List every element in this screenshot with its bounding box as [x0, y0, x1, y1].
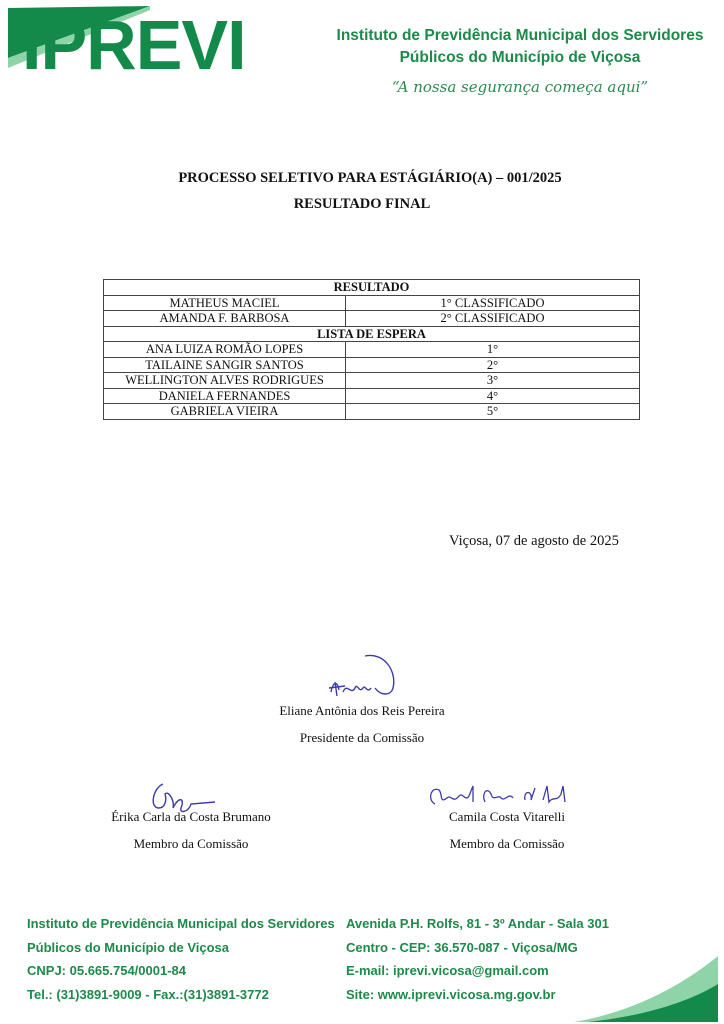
footer-institution-line1: Instituto de Previdência Municipal dos Servidores — [27, 916, 335, 931]
institution-name-line2: Públicos do Município de Viçosa — [399, 49, 641, 66]
date-location: Viçosa, 07 de agosto de 2025 — [449, 533, 619, 549]
candidate-name: ANA LUIZA ROMÃO LOPES — [104, 342, 346, 358]
table-row — [104, 388, 640, 404]
results-table — [103, 279, 640, 420]
section-heading-row — [104, 326, 640, 342]
table-row — [104, 357, 640, 373]
president-signature-block — [262, 703, 462, 746]
candidate-position: 3° — [346, 373, 640, 389]
member2-signature-block — [414, 809, 600, 852]
section-heading-row — [104, 280, 640, 296]
footer-email[interactable]: E-mail: iprevi.vicosa@gmail.com — [346, 963, 549, 978]
table-row — [104, 295, 640, 311]
president-name: Eliane Antônia dos Reis Pereira — [279, 703, 445, 718]
table-row — [104, 373, 640, 389]
table-row — [104, 342, 640, 358]
document-subtitle: RESULTADO FINAL — [293, 196, 431, 212]
candidate-name: GABRIELA VIEIRA — [104, 404, 346, 420]
footer-contact-info — [346, 912, 609, 1006]
table-row — [104, 311, 640, 327]
member2-role: Membro da Comissão — [449, 836, 565, 851]
footer-address: Avenida P.H. Rolfs, 81 - 3º Andar - Sala 301 — [346, 916, 609, 931]
footer-cnpj: CNPJ: 05.665.754/0001-84 — [27, 963, 187, 978]
candidate-position: 4° — [346, 388, 640, 404]
president-role: Presidente da Comissão — [299, 730, 425, 745]
iprevi-logo: IPREVI — [22, 6, 246, 84]
candidate-position: 2° CLASSIFICADO — [346, 311, 640, 327]
candidate-name: MATHEUS MACIEL — [104, 295, 346, 311]
member1-signature-block — [96, 809, 286, 852]
table-row — [104, 404, 640, 420]
footer-website[interactable]: Site: www.iprevi.vicosa.mg.gov.br — [346, 986, 556, 1002]
footer-cep: Centro - CEP: 36.570-087 - Viçosa/MG — [346, 939, 578, 955]
footer-institution-line2: Públicos do Município de Viçosa — [27, 939, 230, 955]
member1-name: Érika Carla da Costa Brumano — [111, 809, 271, 824]
member2-signature — [425, 780, 585, 810]
institution-motto: “A nossa segurança começa aqui” — [391, 78, 649, 96]
footer-institution-info — [27, 912, 335, 1006]
institution-name-line1: Instituto de Previdência Municipal dos Servidores — [336, 27, 704, 44]
candidate-name: WELLINGTON ALVES RODRIGUES — [104, 373, 346, 389]
member1-role: Membro da Comissão — [133, 836, 249, 851]
president-signature — [325, 652, 400, 700]
candidate-position: 2° — [346, 357, 640, 373]
footer-phone-fax: Tel.: (31)3891-9009 - Fax.:(31)3891-3772 — [27, 986, 269, 1002]
footer-wedge-graphic — [574, 924, 724, 1024]
candidate-position: 5° — [346, 404, 640, 420]
candidate-position: 1° — [346, 342, 640, 358]
section-heading: RESULTADO — [104, 280, 640, 296]
candidate-name: TAILAINE SANGIR SANTOS — [104, 357, 346, 373]
candidate-name: DANIELA FERNANDES — [104, 388, 346, 404]
member2-name: Camila Costa Vitarelli — [449, 809, 565, 824]
candidate-position: 1° CLASSIFICADO — [346, 295, 640, 311]
candidate-name: AMANDA F. BARBOSA — [104, 311, 346, 327]
document-title: PROCESSO SELETIVO PARA ESTÁGIÁRIO(A) – 001/2025 — [178, 170, 562, 186]
section-heading: LISTA DE ESPERA — [104, 326, 640, 342]
